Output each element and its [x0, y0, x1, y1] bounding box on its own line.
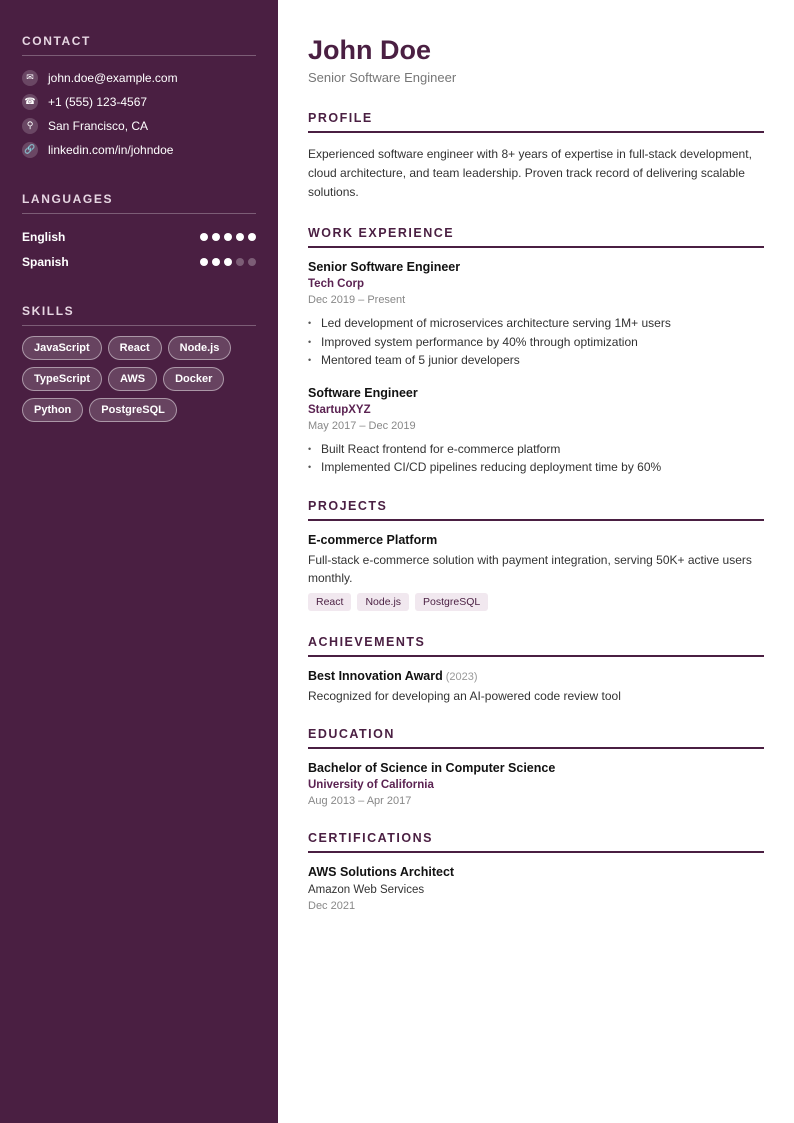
certification-entry — [308, 865, 764, 912]
skill-list — [22, 336, 252, 422]
contact-email-text: john.doe@example.com — [48, 71, 178, 85]
skills-heading: SKILLS — [22, 304, 256, 326]
job-bullets — [308, 440, 764, 477]
proficiency-dots — [200, 233, 256, 241]
proficiency-dot-filled — [212, 233, 220, 241]
proficiency-dot-filled — [224, 233, 232, 241]
contact-linkedin-text: linkedin.com/in/johndoe — [48, 143, 174, 157]
company-name: StartupXYZ — [308, 403, 371, 416]
languages-section — [22, 192, 256, 274]
projects-section — [308, 499, 764, 611]
contact-email[interactable] — [22, 66, 256, 90]
project-tag: PostgreSQL — [415, 593, 488, 611]
skill-tag: AWS — [108, 367, 157, 391]
contact-linkedin[interactable] — [22, 138, 256, 162]
certifications-heading: CERTIFICATIONS — [308, 831, 764, 853]
education-dates: Aug 2013 – Apr 2017 — [308, 794, 412, 807]
link-icon: 🔗 — [22, 142, 38, 158]
job-title: Senior Software Engineer — [308, 260, 461, 274]
proficiency-dot-empty — [236, 258, 244, 266]
skill-tag: PostgreSQL — [89, 398, 177, 422]
education-entry — [308, 761, 764, 807]
languages-heading: LANGUAGES — [22, 192, 256, 214]
language-list — [22, 224, 256, 274]
email-icon: ✉ — [22, 70, 38, 86]
skill-tag: React — [108, 336, 162, 360]
work-heading: WORK EXPERIENCE — [308, 226, 764, 248]
skill-tag: Python — [22, 398, 83, 422]
certifications-section — [308, 831, 764, 912]
skill-tag: TypeScript — [22, 367, 102, 391]
skills-section — [22, 304, 256, 422]
achievements-heading: ACHIEVEMENTS — [308, 635, 764, 657]
certification-issuer: Amazon Web Services — [308, 883, 425, 896]
contact-phone-text: +1 (555) 123-4567 — [48, 95, 148, 109]
job-dates: May 2017 – Dec 2019 — [308, 419, 416, 432]
achievement-title-row — [308, 669, 764, 683]
proficiency-dot-filled — [224, 258, 232, 266]
job-bullet: • Led development of microservices architecture serving 1M+ users — [308, 314, 764, 333]
language-row — [22, 224, 256, 249]
proficiency-dot-filled — [248, 233, 256, 241]
school-name: University of California — [308, 778, 434, 791]
work-entry — [308, 260, 764, 370]
job-bullet: • Mentored team of 5 junior developers — [308, 351, 764, 370]
proficiency-dot-filled — [236, 233, 244, 241]
phone-icon: ☎ — [22, 94, 38, 110]
achievement-year: (2023) — [445, 670, 478, 683]
skill-tag: Node.js — [168, 336, 232, 360]
work-entry — [308, 386, 764, 477]
project-name: E-commerce Platform — [308, 532, 438, 547]
project-description: Full-stack e-commerce solution with payment integration, serving 50K+ active users monthly. — [308, 552, 752, 585]
skill-tag: JavaScript — [22, 336, 102, 360]
job-bullet: • Implemented CI/CD pipelines reducing deployment time by 60% — [308, 458, 764, 477]
job-bullet: • Improved system performance by 40% through optimization — [308, 333, 764, 352]
education-heading: EDUCATION — [308, 727, 764, 749]
language-name: English — [22, 229, 66, 244]
job-dates: Dec 2019 – Present — [308, 294, 406, 306]
main-content — [278, 0, 794, 1123]
profile-text: Experienced software engineer with 8+ years of expertise in full-stack development, cloud architecture, and team leadership. Proven track record of delivering scalable solutions. — [308, 147, 752, 199]
certification-date: Dec 2021 — [308, 899, 356, 912]
location-icon: ⚲ — [22, 118, 38, 134]
proficiency-dot-filled — [200, 258, 208, 266]
profile-section — [308, 111, 764, 202]
project-entry — [308, 533, 764, 611]
achievement-title: Best Innovation Award — [308, 668, 443, 683]
achievements-section — [308, 635, 764, 703]
project-tag: React — [308, 593, 351, 611]
project-tags — [308, 593, 764, 611]
company-name: Tech Corp — [308, 278, 365, 290]
certification-name: AWS Solutions Architect — [308, 864, 455, 879]
contact-location — [22, 114, 256, 138]
project-tag: Node.js — [357, 593, 409, 611]
contact-section — [22, 34, 256, 162]
job-title: Software Engineer — [308, 385, 418, 400]
skill-tag: Docker — [163, 367, 224, 391]
profile-heading: PROFILE — [308, 111, 764, 133]
language-row — [22, 249, 256, 274]
proficiency-dot-filled — [200, 233, 208, 241]
job-bullets — [308, 314, 764, 370]
education-section — [308, 727, 764, 807]
proficiency-dots — [200, 258, 256, 266]
contact-list — [22, 66, 256, 162]
achievement-description: Recognized for developing an AI-powered code review tool — [308, 688, 621, 703]
achievement-entry — [308, 669, 764, 703]
degree-name: Bachelor of Science in Computer Science — [308, 760, 556, 775]
contact-phone[interactable] — [22, 90, 256, 114]
contact-heading: CONTACT — [22, 34, 256, 56]
candidate-title: Senior Software Engineer — [308, 70, 457, 85]
job-bullet: • Built React frontend for e-commerce platform — [308, 440, 764, 459]
sidebar — [0, 0, 278, 1123]
language-name: Spanish — [22, 254, 69, 269]
proficiency-dot-empty — [248, 258, 256, 266]
work-section — [308, 226, 764, 477]
contact-location-text: San Francisco, CA — [48, 119, 149, 133]
candidate-name: John Doe — [308, 35, 432, 65]
proficiency-dot-filled — [212, 258, 220, 266]
projects-heading: PROJECTS — [308, 499, 764, 521]
